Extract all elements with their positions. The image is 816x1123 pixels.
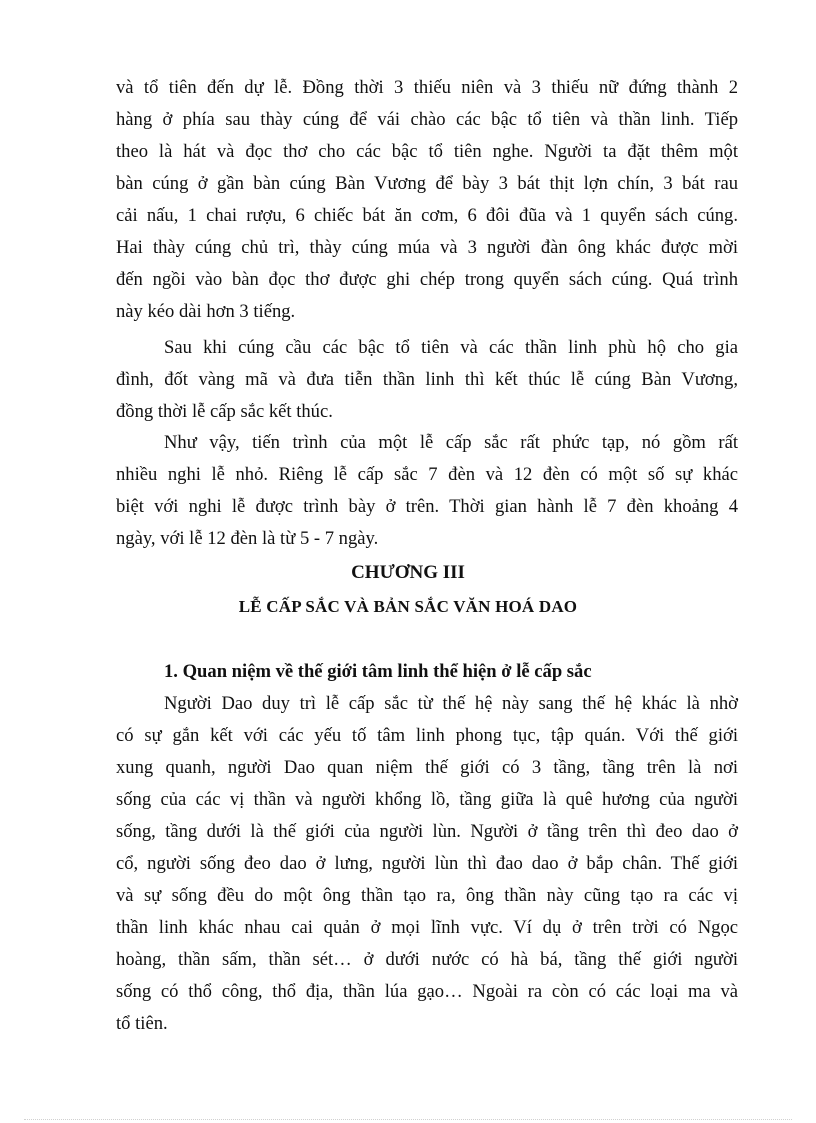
text-line: có sự gắn kết với các yếu tố tâm linh phong tục, tập quán. Với thế giới: [116, 725, 738, 746]
chapter-subtitle: LỄ CẤP SẮC VÀ BẢN SẮC VĂN HOÁ DAO: [238, 597, 578, 616]
text-line: đồng thời lễ cấp sắc kết thúc.: [116, 401, 333, 422]
text-line: ngày, với lễ 12 đèn là từ 5 - 7 ngày.: [116, 528, 379, 549]
text-line: nhiều nghi lễ nhỏ. Riêng lễ cấp sắc 7 đèn và 12 đèn có một số sự khác: [116, 464, 738, 485]
text-line: Sau khi cúng cầu các bậc tổ tiên và các thần linh phù hộ cho gia: [164, 337, 738, 358]
text-line: thần linh khác nhau cai quản ở mọi lĩnh vực. Ví dụ ở trên trời có Ngọc: [116, 917, 738, 938]
text-line: cải nấu, 1 chai rượu, 6 chiếc bát ăn cơm, 6 đôi đũa và 1 quyển sách cúng.: [116, 205, 738, 226]
text-line: hoàng, thần sấm, thần sét… ở dưới nước có hà bá, tầng thế giới người: [116, 949, 738, 970]
text-line: cổ, người sống đeo dao ở lưng, người lùn thì đao dao ở bắp chân. Thế giới: [116, 853, 738, 874]
text-line: và sự sống đều do một ông thần tạo ra, ông thần này cũng tạo ra các vị: [116, 885, 738, 906]
text-line: xung quanh, người Dao quan niệm thế giới có 3 tầng, tầng trên là nơi: [116, 757, 738, 778]
text-line: đến ngồi vào bàn đọc thơ được ghi chép trong quyển sách cúng. Quá trình: [116, 269, 738, 290]
text-line: Người Dao duy trì lễ cấp sắc từ thế hệ này sang thế hệ khác là nhờ: [164, 693, 738, 714]
text-line: sống của các vị thần và người khổng lồ, tầng giữa là quê hương của người: [116, 789, 738, 810]
text-line: Hai thày cúng chủ trì, thày cúng múa và 3 người đàn ông khác được mời: [116, 237, 738, 258]
text-line: hàng ở phía sau thày cúng để vái chào các bậc tổ tiên và thần linh. Tiếp: [116, 109, 738, 130]
text-line: Như vậy, tiến trình của một lễ cấp sắc rất phức tạp, nó gồm rất: [164, 432, 738, 453]
text-line: biệt với nghi lễ được trình bày ở trên. Thời gian hành lễ 7 đèn khoảng 4: [116, 496, 738, 517]
text-line: tổ tiên.: [116, 1013, 168, 1034]
section-heading: 1. Quan niệm về thế giới tâm linh thể hiện ở lễ cấp sắc: [164, 661, 592, 682]
text-line: bàn cúng ở gần bàn cúng Bàn Vương để bày 3 bát thịt lợn chín, 3 bát rau: [116, 173, 738, 194]
text-line: và tổ tiên đến dự lễ. Đồng thời 3 thiếu niên và 3 thiếu nữ đứng thành 2: [116, 77, 738, 98]
chapter-heading: CHƯƠNG III: [351, 562, 465, 583]
text-line: sống, tầng dưới là thế giới của người lùn. Người ở tầng trên thì đeo dao ở: [116, 821, 738, 842]
text-line: đình, đốt vàng mã và đưa tiễn thần linh thì kết thúc lễ cúng Bàn Vương,: [116, 369, 738, 390]
text-line: theo là hát và đọc thơ cho các bậc tổ tiên nghe. Người ta đặt thêm một: [116, 141, 738, 162]
text-line: này kéo dài hơn 3 tiếng.: [116, 301, 296, 322]
page-bottom-divider: [24, 1119, 792, 1120]
text-line: sống có thổ công, thổ địa, thần lúa gạo… Ngoài ra còn có các loại ma và: [116, 981, 738, 1002]
